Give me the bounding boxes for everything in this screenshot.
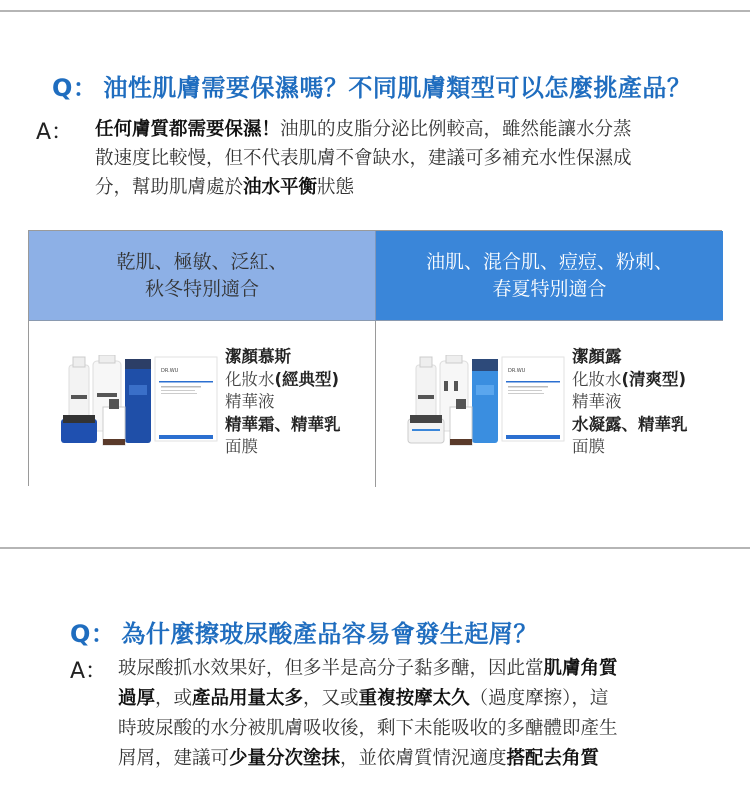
header-line: 油肌、混合肌、痘痘、粉刺、 — [425, 250, 673, 273]
answer-text — [118, 654, 618, 774]
text-segment: 化妝水 — [225, 369, 275, 389]
answer-text — [95, 115, 632, 202]
text-segment: 油肌的皮脂分泌比例較高，雖然能讓水分蒸 — [280, 119, 632, 140]
emphasis-text: (清爽型) — [621, 369, 687, 389]
product-list-oily — [572, 346, 688, 459]
text-segment: 狀態 — [317, 177, 355, 198]
section-divider-middle — [0, 547, 750, 549]
product-set-image-refreshing — [406, 355, 566, 447]
emphasis-text: 精華霜、精華乳 — [225, 414, 341, 434]
emphasis-text: 潔顏慕斯 — [225, 347, 291, 366]
text-segment: 化妝水 — [572, 369, 622, 389]
text-segment: 屑屑，建議可 — [118, 748, 230, 769]
question-text: 油性肌膚需要保濕嗎？不同肌膚類型可以怎麼挑產品？ — [103, 74, 692, 102]
emphasis-text: 任何膚質都需要保濕！ — [95, 119, 281, 140]
emphasis-text: 重複按摩太久 — [358, 688, 470, 709]
emphasis-text: 水凝露、精華乳 — [572, 414, 688, 434]
product-item — [572, 391, 688, 414]
emphasis-text: 過厚 — [118, 688, 156, 709]
text-segment: 面膜 — [572, 437, 605, 456]
product-item — [572, 346, 688, 369]
table-cell-oily-products — [376, 321, 723, 487]
answer-line — [118, 714, 618, 744]
product-item — [225, 391, 341, 414]
product-item — [572, 414, 688, 437]
emphasis-text: 產品用量太多 — [192, 688, 304, 709]
question-marker: Q： — [52, 74, 98, 102]
text-segment: 時玻尿酸的水分被肌膚吸收後，剩下未能吸收的多醣體即產生 — [118, 718, 618, 739]
table-header-oily-combination — [376, 231, 723, 321]
text-segment: 精華液 — [225, 392, 275, 411]
text-segment: 散速度比較慢，但不代表肌膚不會缺水，建議可多補充水性保濕成 — [95, 148, 632, 169]
text-segment: 分，幫助肌膚處於 — [95, 177, 244, 198]
header-line: 春夏特別適合 — [492, 277, 607, 300]
emphasis-text: 少量分次塗抹 — [229, 748, 341, 769]
product-item — [572, 436, 688, 459]
skin-type-product-table — [28, 230, 722, 486]
text-segment: ，或 — [155, 688, 193, 709]
answer-marker: A： — [70, 659, 108, 684]
text-segment: ，並依膚質情況適度 — [340, 748, 507, 769]
question-marker: Q： — [70, 620, 116, 648]
svg-text:DR.WU: DR.WU — [161, 368, 179, 374]
product-set-image-classic — [59, 355, 219, 447]
answer-line — [118, 744, 618, 774]
table-cell-dry-products — [29, 321, 376, 487]
header-line: 秋冬特別適合 — [144, 277, 259, 300]
answer-marker: A： — [36, 120, 74, 145]
question-text: 為什麼擦玻尿酸產品容易會發生起屑？ — [121, 620, 538, 648]
answer-line — [118, 684, 618, 714]
text-segment: ，又或 — [303, 688, 359, 709]
answer-line — [118, 654, 618, 684]
faq-question-2 — [70, 614, 538, 649]
text-segment: 玻尿酸抓水效果好，但多半是高分子黏多醣，因此當 — [118, 658, 544, 679]
text-segment: （過度摩擦），這 — [469, 688, 609, 709]
emphasis-text: (經典型) — [274, 369, 340, 389]
product-item — [225, 346, 341, 369]
table-header-dry-sensitive — [29, 231, 376, 321]
product-item — [225, 436, 341, 459]
answer-line — [95, 115, 632, 144]
emphasis-text: 潔顏露 — [572, 347, 622, 366]
emphasis-text: 油水平衡 — [243, 177, 318, 198]
text-segment: 面膜 — [225, 437, 258, 456]
product-list-dry — [225, 346, 341, 459]
header-line: 乾肌、極敏、泛紅、 — [116, 250, 288, 273]
product-item — [225, 414, 341, 437]
product-item — [225, 369, 341, 392]
emphasis-text: 搭配去角質 — [506, 748, 600, 769]
emphasis-text: 肌膚角質 — [543, 658, 618, 679]
answer-line — [95, 173, 632, 202]
answer-line — [95, 144, 632, 173]
svg-text:DR.WU: DR.WU — [508, 368, 526, 374]
faq-question-1 — [52, 68, 691, 103]
product-item — [572, 369, 688, 392]
text-segment: 精華液 — [572, 392, 622, 411]
section-divider-top — [0, 10, 750, 12]
